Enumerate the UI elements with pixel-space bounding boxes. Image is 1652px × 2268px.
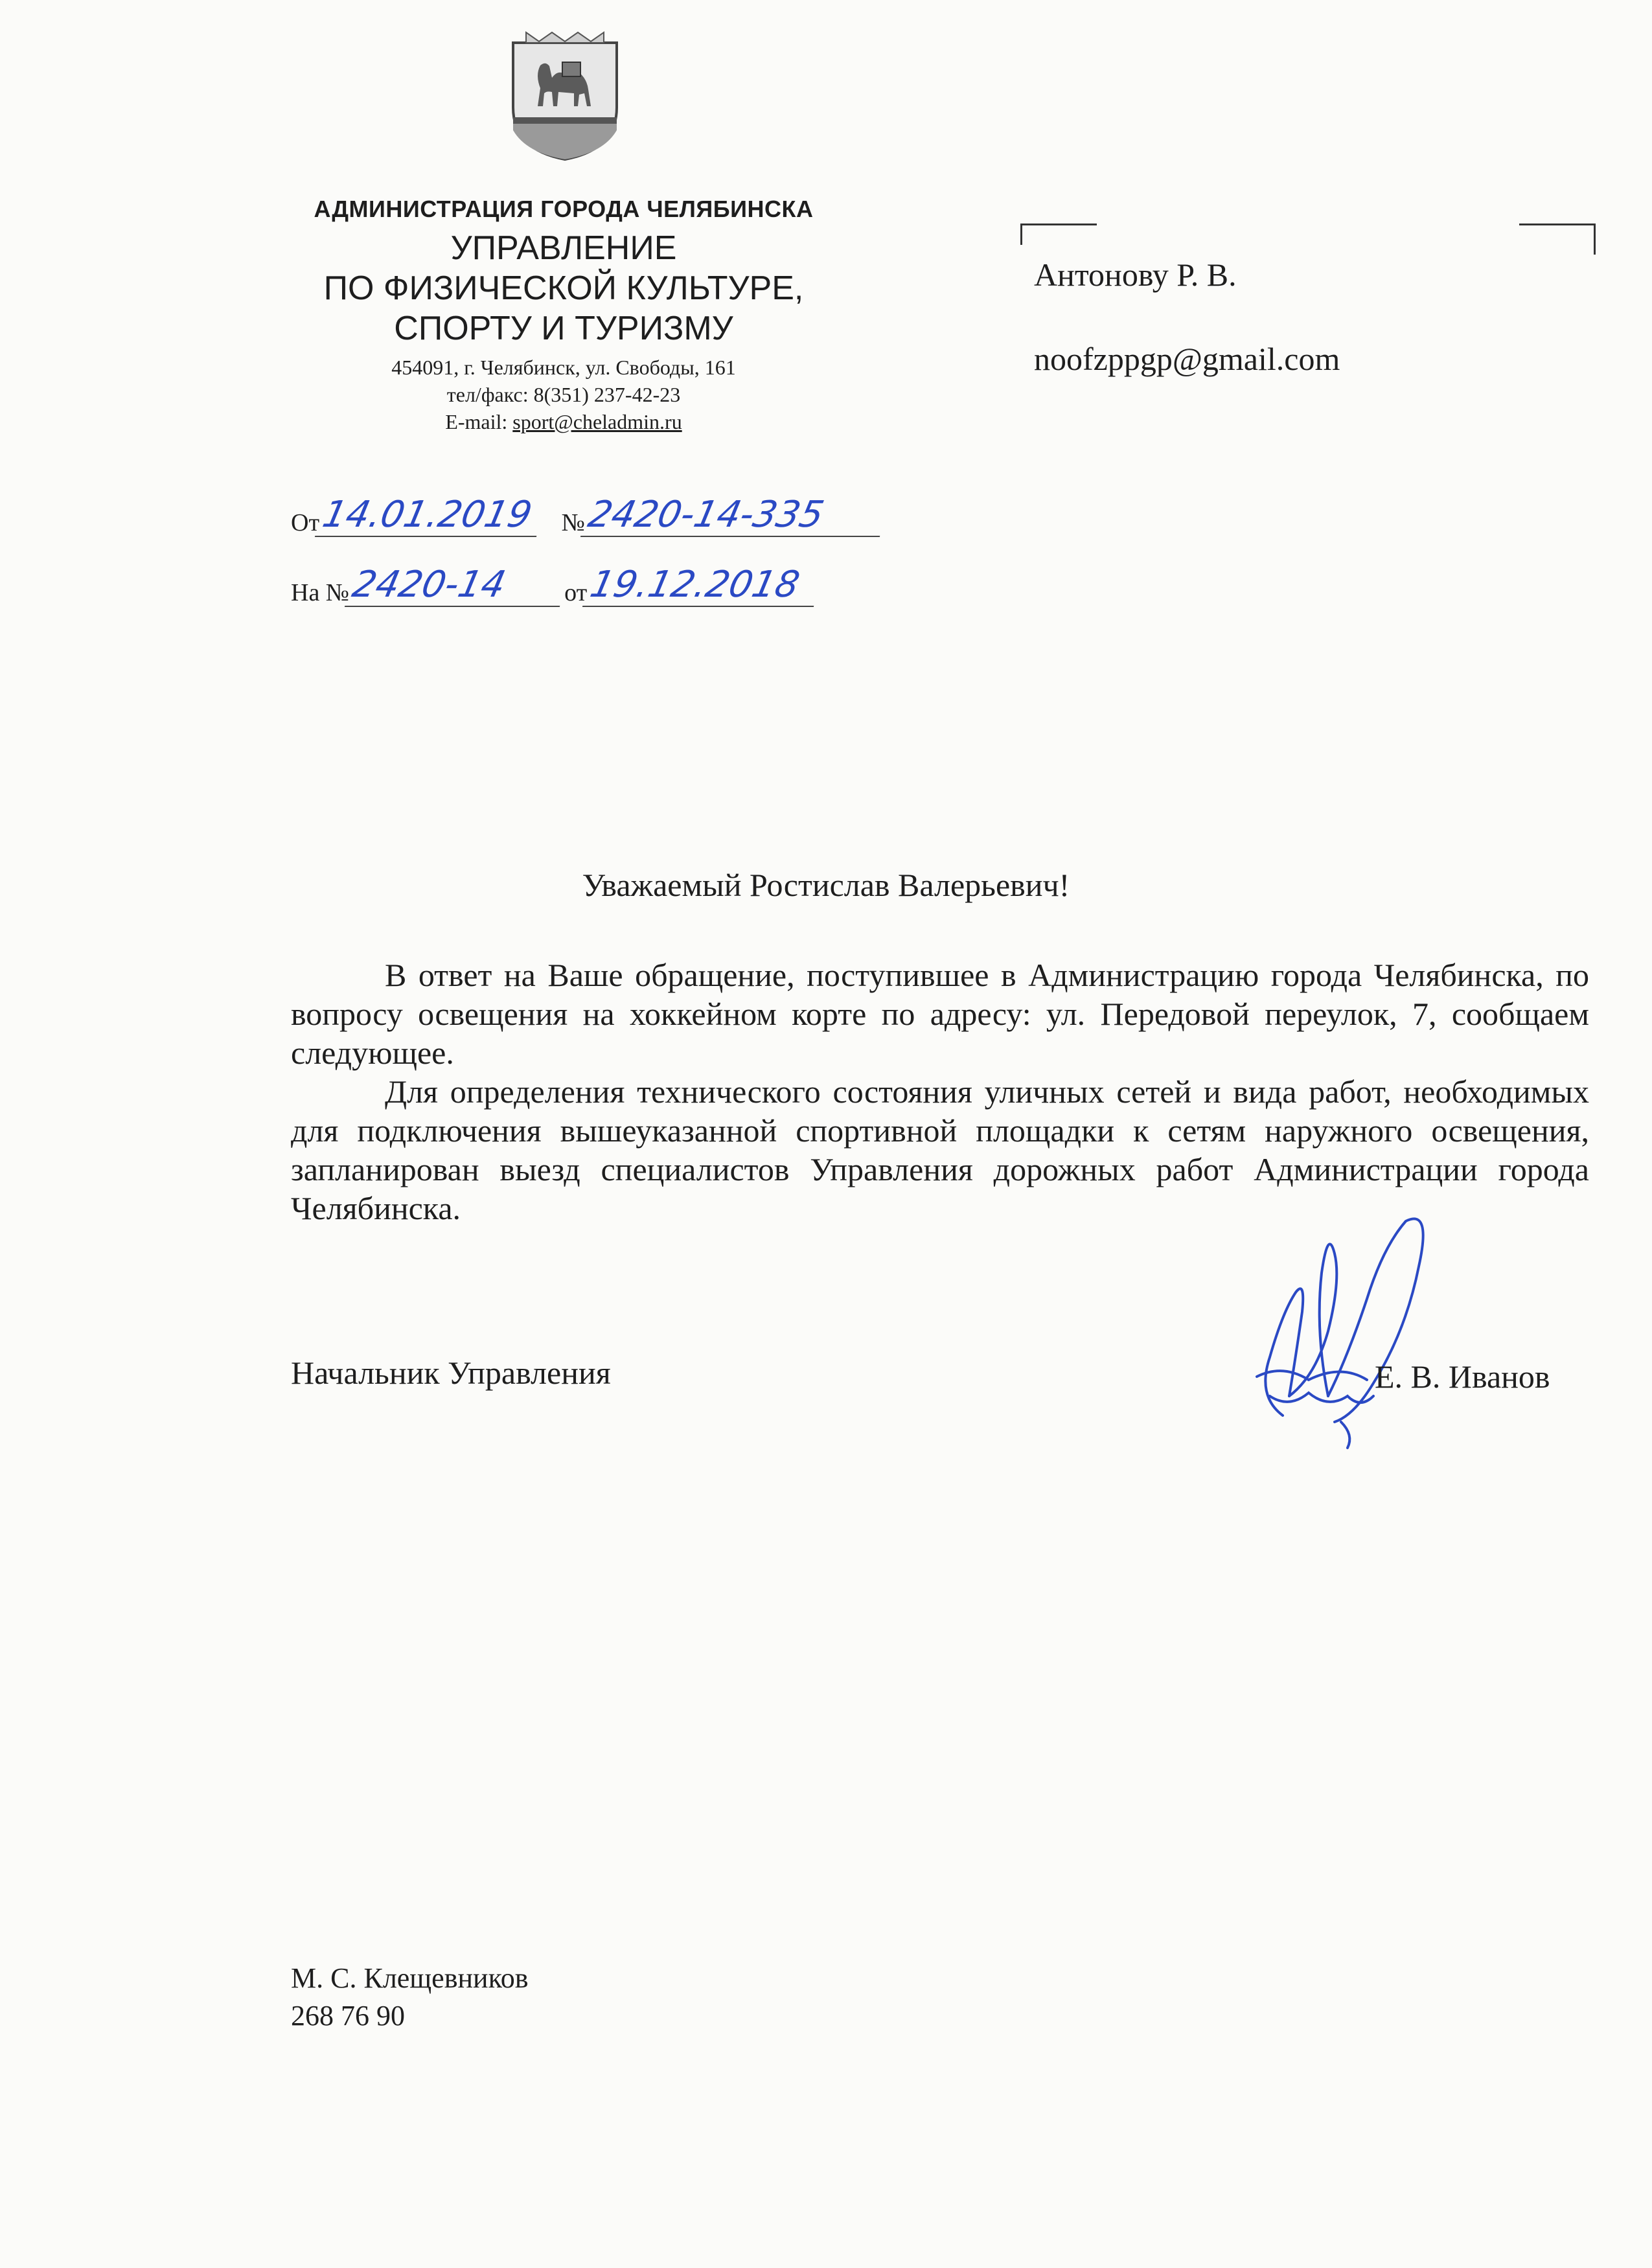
outgoing-date: 14.01.2019: [315, 494, 545, 537]
signatory-position: Начальник Управления: [291, 1355, 611, 1391]
postal-address: 454091, г. Челябинск, ул. Свободы, 161: [391, 356, 736, 379]
addressee-corner-right: [1519, 223, 1596, 255]
letterhead: [272, 196, 855, 435]
addressee-corner-left: [1020, 223, 1097, 245]
incoming-number: 2420-14: [345, 564, 569, 607]
reply-label: На №: [291, 579, 350, 606]
paragraph-2: Для определения технического состояния уличных сетей и вида работ, необходимых для подключения вышеуказанной спортивной площадки к сетям наружного освещения, запланирован выезд специалистов Управления дорожных работ Администрации города Челябинска.: [291, 1073, 1589, 1226]
department-line-1: УПРАВЛЕНИЕ: [450, 229, 677, 267]
contact-info: [272, 354, 855, 435]
addressee-name: Антонову Р. В.: [1034, 257, 1237, 293]
department-line-3: СПОРТУ И ТУРИЗМУ: [394, 310, 733, 347]
department-line-2: ПО ФИЗИЧЕСКОЙ КУЛЬТУРЕ,: [323, 269, 804, 307]
outgoing-reference: [291, 494, 884, 537]
email-label: E-mail:: [445, 410, 513, 433]
email-line: [272, 408, 855, 435]
executor-block: [291, 1960, 529, 2035]
addressee-email: noofzppgp@gmail.com: [1034, 341, 1340, 377]
number-label: №: [561, 509, 585, 536]
outgoing-number: 2420-14-335: [580, 494, 889, 537]
addressee-block: [1034, 251, 1340, 382]
coat-of-arms-icon: [507, 30, 623, 162]
executor-name: М. С. Клещевников: [291, 1962, 529, 1994]
handwritten-signature-icon: [1244, 1202, 1451, 1461]
phone-fax: тел/факс: 8(351) 237-42-23: [446, 383, 681, 406]
email-link[interactable]: sport@cheladmin.ru: [512, 410, 682, 433]
administration-name: АДМИНИСТРАЦИЯ ГОРОДА ЧЕЛЯБИНСКА: [314, 196, 814, 222]
reply-from-label: от: [564, 579, 588, 606]
executor-phone: 268 76 90: [291, 2000, 405, 2032]
letter-body: [291, 956, 1589, 1228]
salutation: Уважаемый Ростислав Валерьевич!: [582, 867, 1070, 903]
signatory-name: Е. В. Иванов: [1375, 1358, 1550, 1395]
incoming-date: 19.12.2018: [582, 564, 823, 607]
paragraph-1: В ответ на Ваше обращение, поступившее в Администрацию города Челябинска, по вопросу освещения на хоккейном корте по адресу: ул. Передовой переулок, 7, сообщаем следующее.: [291, 957, 1589, 1071]
incoming-reference: [291, 564, 818, 607]
from-label: От: [291, 509, 320, 536]
department-name: [272, 228, 855, 349]
